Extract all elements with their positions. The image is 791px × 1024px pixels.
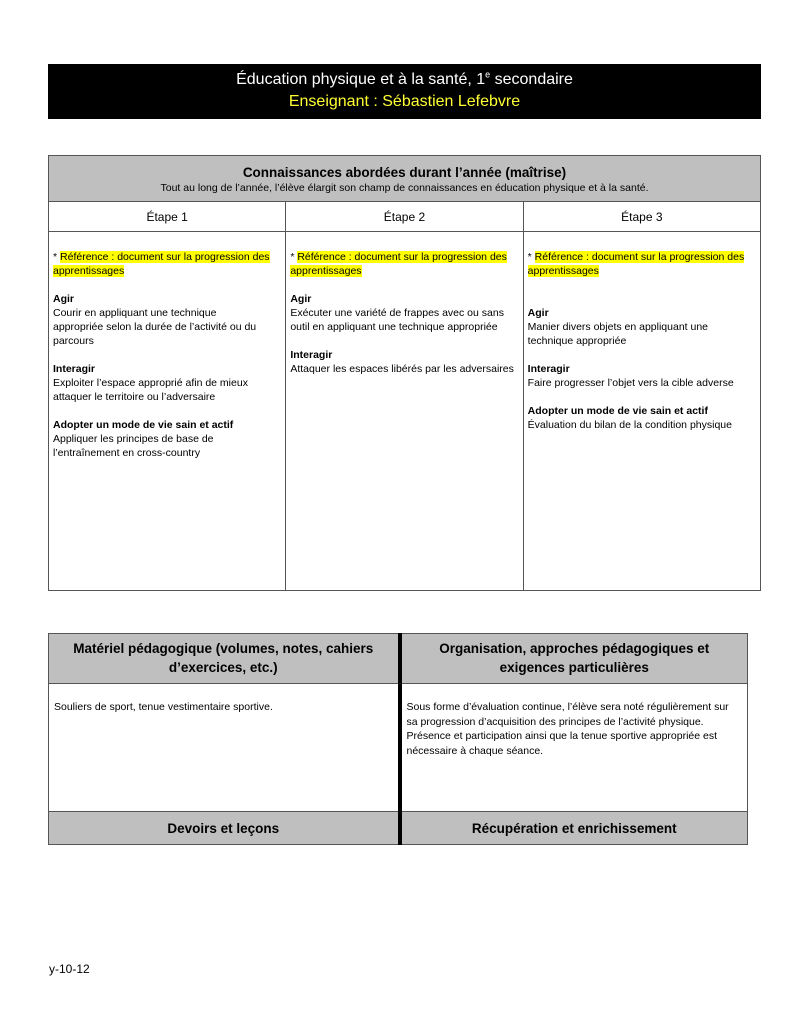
agir-title: Agir (53, 293, 74, 305)
step-3-header: Étape 3 (523, 202, 760, 232)
agir-title: Agir (527, 307, 549, 319)
step-2-header: Étape 2 (286, 202, 523, 232)
page-header (48, 64, 761, 119)
agir-title: Agir (290, 293, 312, 305)
knowledge-header (49, 156, 761, 202)
knowledge-table (48, 155, 761, 591)
materiel-header: Matériel pédagogique (volumes, notes, cahiers d’exercices, etc.) (49, 634, 400, 684)
course-title (48, 69, 761, 91)
reference-note: Référence : document sur la progression des apprentissages (527, 251, 745, 277)
interagir-text: Faire progresser l’objet vers la cible adverse (527, 377, 734, 389)
step-2-reference (290, 250, 518, 278)
agir-text: Courir en appliquant une technique appropriée selon la durée de l’activité ou du parcours (53, 307, 257, 347)
knowledge-title: Connaissances abordées durant l’année (maîtrise) (242, 165, 567, 180)
reference-star: * (527, 251, 535, 263)
resources-table (48, 633, 748, 845)
step-1-reference (53, 250, 281, 278)
agir-text: Exécuter une variété de frappes avec ou sans outil en appliquant une technique appropriée (290, 307, 504, 333)
mode-text: Appliquer les principes de base de l’entraînement en cross-country (53, 433, 214, 459)
agir-text: Manier divers objets en appliquant une technique appropriée (527, 321, 709, 347)
course-title-end: secondaire (490, 71, 573, 88)
course-title-main: Éducation physique et à la santé, 1 (236, 71, 486, 88)
interagir-title: Interagir (53, 363, 96, 375)
step-1-header: Étape 1 (49, 202, 286, 232)
step-1-content (49, 232, 286, 591)
footer-date: y-10-12 (49, 962, 90, 976)
reference-star: * (53, 251, 61, 263)
course-title-superscript: e (485, 69, 491, 80)
mode-title: Adopter un mode de vie sain et actif (527, 405, 708, 417)
interagir-text: Attaquer les espaces libérés par les adversaires (290, 363, 514, 375)
recuperation-header: Récupération et enrichissement (400, 812, 748, 845)
interagir-title: Interagir (290, 349, 333, 361)
materiel-content: Souliers de sport, tenue vestimentaire sportive. (49, 684, 400, 812)
step-3-reference (528, 250, 756, 278)
reference-note: Référence : document sur la progression des apprentissages (53, 251, 270, 277)
mode-text: Évaluation du bilan de la condition physique (527, 419, 732, 431)
interagir-text: Exploiter l’espace approprié afin de mieux attaquer le territoire ou l’adversaire (53, 377, 248, 403)
step-2-content (286, 232, 523, 591)
interagir-title: Interagir (527, 363, 570, 375)
organisation-header: Organisation, approches pédagogiques et exigences particulières (400, 634, 748, 684)
knowledge-subtitle: Tout au long de l’année, l’élève élargit son champ de connaissances en éducation physique et à la santé. (160, 182, 649, 194)
step-3-content (523, 232, 760, 591)
reference-star: * (290, 251, 298, 263)
devoirs-header: Devoirs et leçons (49, 812, 400, 845)
organisation-content: Sous forme d’évaluation continue, l’élève sera noté régulièrement sur sa progression d’acquisition des principes de l’activité physique. Présence et participation ainsi que la tenue sportive appropriée est nécessaire à chaque séance. (400, 684, 748, 812)
reference-note: Référence : document sur la progression des apprentissages (290, 251, 507, 277)
teacher-name: Enseignant : Sébastien Lefebvre (288, 93, 521, 110)
mode-title: Adopter un mode de vie sain et actif (53, 419, 234, 431)
